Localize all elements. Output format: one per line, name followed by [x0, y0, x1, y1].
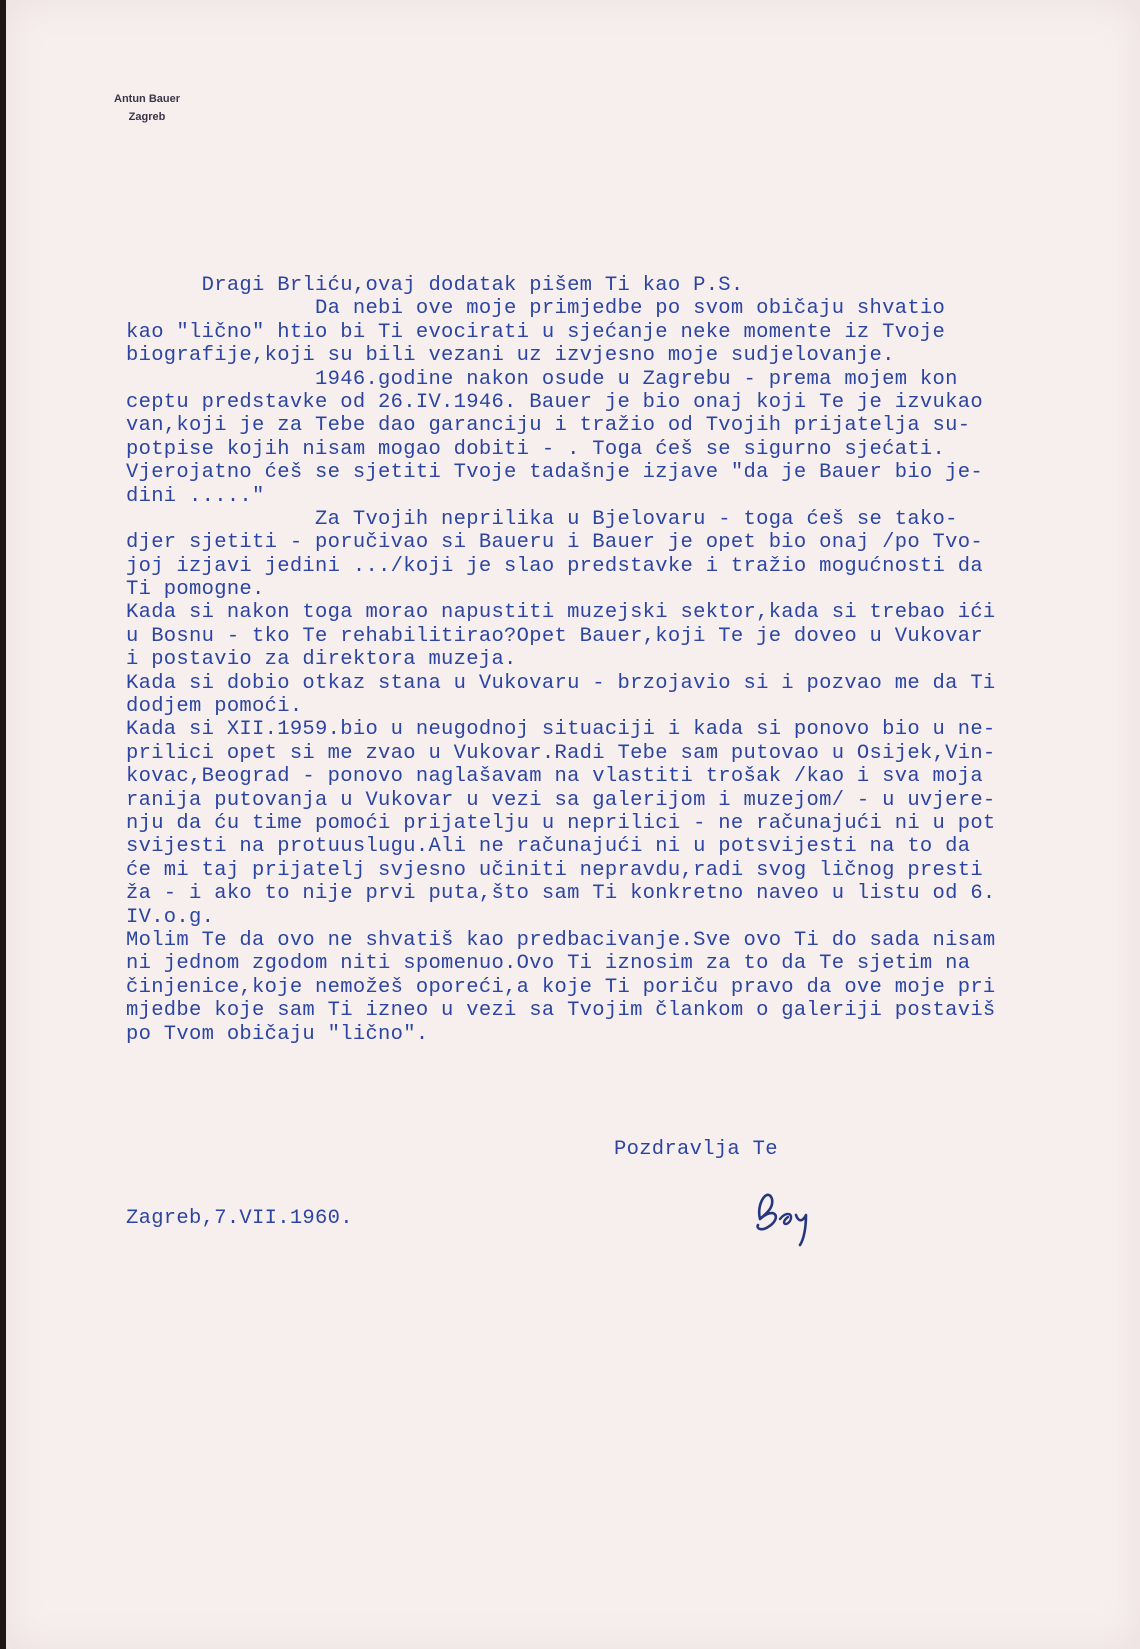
letter-line: Kada si nakon toga morao napustiti muzejski sektor,kada si trebao ići	[126, 601, 996, 625]
letterhead-stamp	[92, 90, 202, 126]
letter-body	[126, 274, 1086, 1046]
letter-page	[6, 0, 1140, 1649]
letter-line: Kada si XII.1959.bio u neugodnoj situaciji i kada si ponovo bio u ne-	[126, 718, 996, 742]
letter-line: prilici opet si me zvao u Vukovar.Radi Tebe sam putovao u Osijek,Vin-	[126, 741, 996, 765]
letter-line: kao "lično" htio bi Ti evocirati u sjećanje neke momente iz Tvoje	[126, 320, 946, 344]
letter-line: biografije,koji su bili vezani uz izvjesno moje sudjelovanje.	[126, 344, 895, 368]
letter-line: činjenice,koje nemožeš oporeći,a koje Ti poriču pravo da ove moje pri	[126, 975, 996, 999]
letter-line: ranija putovanja u Vukovar u vezi sa galerijom i muzejom/ - u uvjere-	[126, 788, 996, 812]
letter-line: Da nebi ove moje primjedbe po svom običaju shvatio	[126, 297, 946, 321]
letter-line: ni jednom zgodom niti spomenuo.Ovo Ti iznosim za to da Te sjetim na	[126, 952, 971, 976]
letter-line: svijesti na protuuslugu.Ali ne računajući ni u potsvijesti na to da	[126, 835, 971, 859]
letter-line: dini ....."	[126, 484, 265, 508]
letter-line: dodjem pomoći.	[126, 695, 303, 719]
letter-line: Molim Te da ovo ne shvatiš kao predbacivanje.Sve ovo Ti do sada nisam	[126, 928, 996, 952]
letter-line: Dragi Brliću,ovaj dodatak pišem Ti kao P.S.	[126, 274, 744, 297]
closing-greeting: Pozdravlja Te	[614, 1138, 778, 1161]
letter-line: u Bosnu - tko Te rehabilitirao?Opet Bauer,koji Te je doveo u Vukovar	[126, 624, 983, 648]
letter-line: mjedbe koje sam Ti izneo u vezi sa Tvojim člankom o galeriji postaviš	[126, 999, 996, 1023]
letter-line: kovac,Beograd - ponovo naglašavam na vlastiti trošak /kao i sva moja	[126, 765, 983, 789]
letter-line: po Tvom običaju "lično".	[126, 1022, 429, 1046]
letter-line: IV.o.g.	[126, 905, 215, 929]
letterhead-name: Antun Bauer	[114, 93, 180, 105]
handwritten-signature	[746, 1175, 846, 1255]
letter-line: Kada si dobio otkaz stana u Vukovaru - brzojavio si i pozvao me da Ti	[126, 671, 996, 695]
letter-line: Vjerojatno ćeš se sjetiti Tvoje tadašnje izjave "da je Bauer bio je-	[126, 461, 983, 485]
letter-line: Ti pomogne.	[126, 578, 265, 602]
letter-line: i postavio za direktora muzeja.	[126, 648, 517, 672]
letter-line: van,koji je za Tebe dao garanciju i tražio od Tvojih prijatelja su-	[126, 414, 971, 438]
letter-line: potpise kojih nisam mogao dobiti - . Toga ćeš se sigurno sjećati.	[126, 437, 946, 461]
letter-line: nju da ću time pomoći prijatelju u neprilici - ne računajući ni u pot	[126, 811, 996, 835]
letter-line: 1946.godine nakon osude u Zagrebu - prema mojem kon	[126, 367, 958, 391]
letter-line: djer sjetiti - poručivao si Baueru i Bauer je opet bio onaj /po Tvo-	[126, 531, 983, 555]
letter-line: će mi taj prijatelj svjesno učiniti nepravdu,radi svog ličnog presti	[126, 858, 983, 882]
letter-line: joj izjavi jedini .../koji je slao predstavke i tražio mogućnosti da	[126, 554, 983, 578]
letter-line: ža - i ako to nije prvi puta,što sam Ti konkretno naveo u listu od 6.	[126, 882, 996, 906]
place-and-date: Zagreb,7.VII.1960.	[126, 1207, 353, 1230]
letter-line: Za Tvojih neprilika u Bjelovaru - toga ćeš se tako-	[126, 507, 958, 531]
letter-line: ceptu predstavke od 26.IV.1946. Bauer je bio onaj koji Te je izvukao	[126, 390, 983, 414]
letterhead-city: Zagreb	[128, 111, 166, 123]
